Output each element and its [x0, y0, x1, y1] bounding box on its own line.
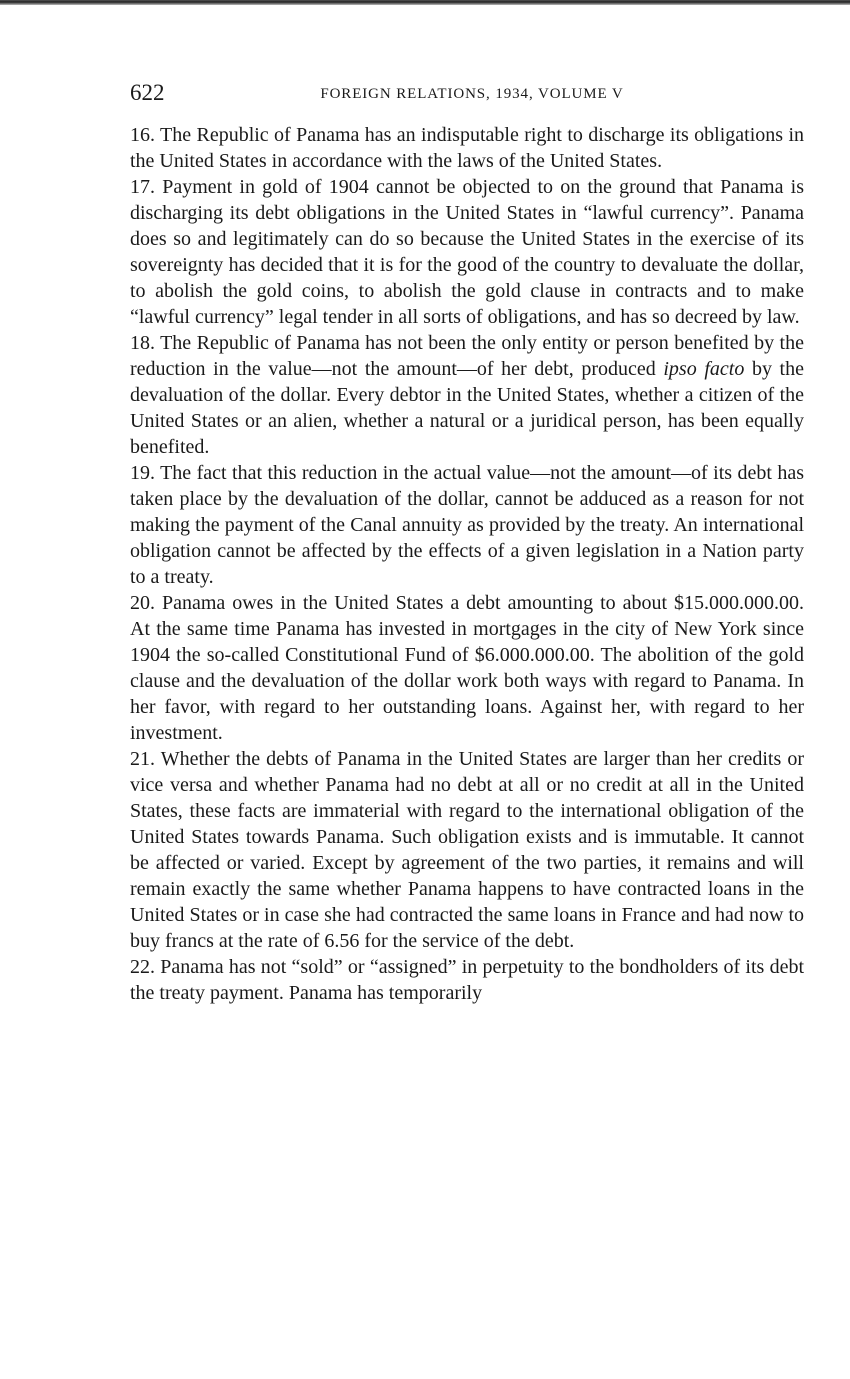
paragraph-text-continued: by the devaluation of the dollar. Every debtor in the United States, whether a citizen of the United States or an alien, whether a natural or a juridical person, has been equally benefited.	[130, 358, 804, 458]
paragraph-number: 18.	[130, 332, 155, 354]
paragraph-text: Payment in gold of 1904 cannot be objected to on the ground that Panama is discharging its debt obligations in the United States in “lawful currency”. Panama does so and legitimately can do so because the United States in the exercise of its sovereignty has decided that it is for the good of the country to devaluate the dollar, to abolish the gold coins, to abolish the gold clause in contracts and to make “lawful currency” legal tender in all sorts of obligations, and has so decreed by law.	[130, 176, 804, 328]
paragraph-text: The Republic of Panama has not been the only entity or person benefited by the reduction in the value—not the amount—of her debt, produced	[130, 332, 804, 380]
paragraph-19	[130, 460, 804, 590]
running-title: FOREIGN RELATIONS, 1934, VOLUME V	[320, 86, 624, 102]
paragraph-number: 17.	[130, 176, 155, 198]
paragraph-20	[130, 590, 804, 746]
paragraph-number: 20.	[130, 592, 155, 614]
paragraph-number: 21.	[130, 748, 155, 770]
paragraph-text: Panama has not “sold” or “assigned” in perpetuity to the bondholders of its debt the treaty payment. Panama has temporarily	[130, 956, 804, 1004]
paragraph-18	[130, 330, 804, 460]
page-top-edge	[0, 0, 850, 5]
document-page	[130, 78, 804, 1006]
paragraph-21	[130, 746, 804, 954]
paragraph-text: Whether the debts of Panama in the United States are larger than her credits or vice versa and whether Panama had no debt at all or no credit at all in the United States, these facts are immaterial with regard to the international obligation of the United States towards Panama. Such obligation exists and is immutable. It cannot be affected or varied. Except by agreement of the two parties, it remains and will remain exactly the same whether Panama happens to have contracted loans in the United States or in case she had contracted the same loans in France and had now to buy francs at the rate of 6.56 for the service of the debt.	[130, 748, 805, 952]
paragraph-text: The Republic of Panama has an indisputable right to discharge its obligations in the United States in accordance with the laws of the United States.	[130, 124, 804, 172]
paragraph-number: 16.	[130, 124, 155, 146]
italic-term: ipso facto	[663, 358, 745, 380]
paragraph-text: Panama owes in the United States a debt amounting to about $15.000.000.00. At the same time Panama has invested in mortgages in the city of New York since 1904 the so-called Constitutional Fund of $6.000.000.00. The abolition of the gold clause and the devaluation of the dollar work both ways with regard to Panama. In her favor, with regard to her outstanding loans. Against her, with regard to her investment.	[130, 592, 804, 744]
page-number: 622	[130, 80, 165, 105]
paragraph-17	[130, 174, 804, 330]
paragraph-number: 19.	[130, 462, 155, 484]
paragraph-text: The fact that this reduction in the actual value—not the amount—of its debt has taken place by the devaluation of the dollar, cannot be adduced as a reason for not making the payment of the Canal annuity as provided by the treaty. An international obligation cannot be affected by the effects of a given legislation in a Nation party to a treaty.	[130, 462, 805, 588]
running-head	[130, 78, 804, 110]
paragraph-16	[130, 122, 804, 174]
paragraph-22	[130, 954, 804, 1006]
paragraph-number: 22.	[130, 956, 155, 978]
